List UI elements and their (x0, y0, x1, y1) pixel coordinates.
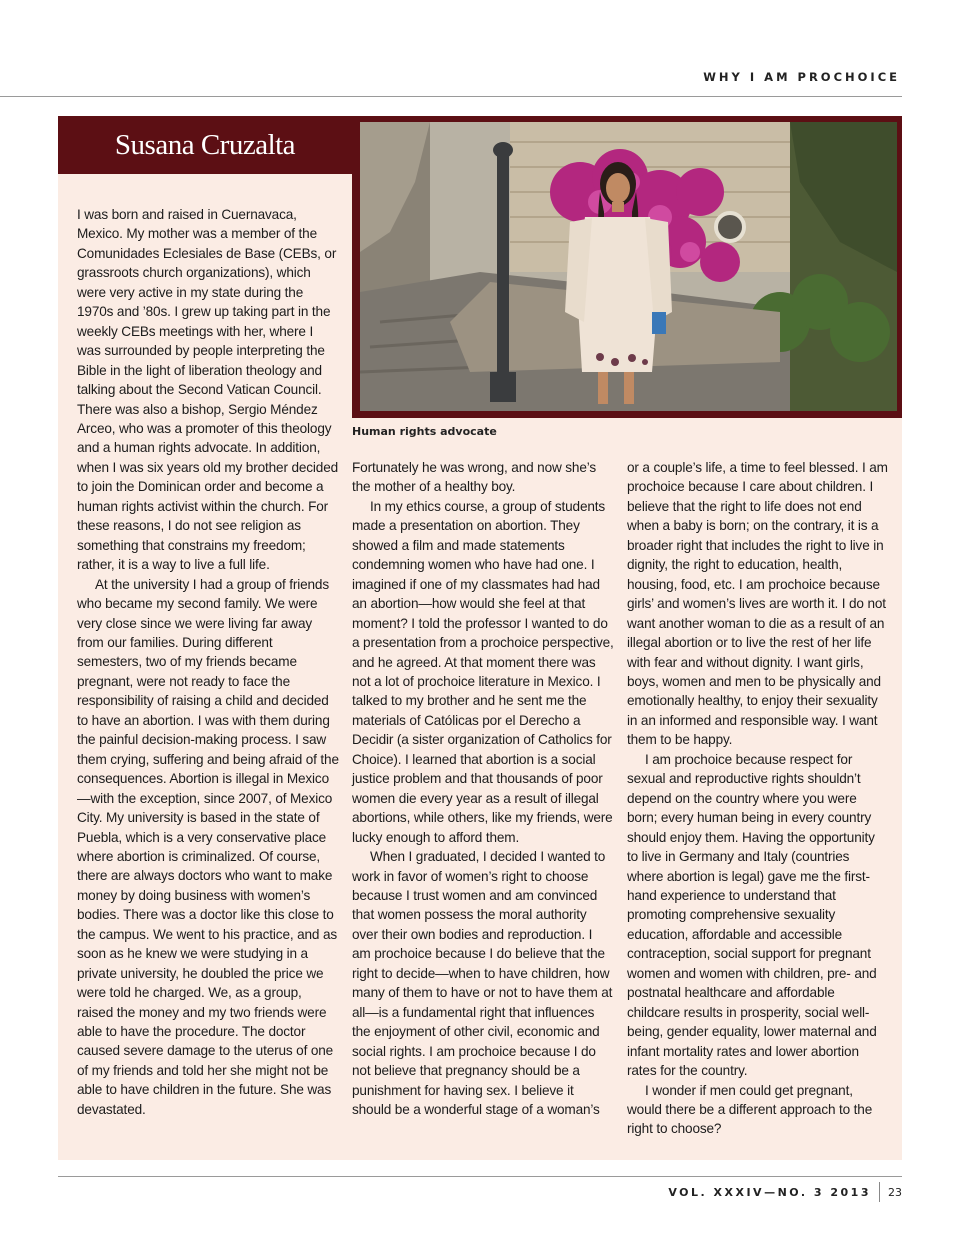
page-number: 23 (888, 1185, 902, 1199)
author-name-banner (58, 116, 352, 174)
paragraph: At the university I had a group of friends who became my second family. We were very close since we were living far away from our families. During different semesters, two of my friends became pregnant, were not ready to face the responsibility of raising a child and decided to have an abortion. I was with them during the painful decision-making process. I saw them crying, suffering and being afraid of the consequences. Abortion is illegal in Mexico—with the exception, since 2007, of Mexico City. My university is based in the state of Puebla, which is a very conservative place where abortion is criminalized. Of course, there are always doctors who want to make money by doing business with women’s bodies. There was a doctor like this close to the campus. We went to his practice, and as soon as he knew we were studying in a private university, he doubled the price we were told he charged. We, as a group, raised the money and my two friends were able to have the procedure. The doctor caused severe damage to the uterus of one of my friends and told her she might not be able to have children in the future. She was devastated. (77, 576, 339, 1117)
photo-illustration (360, 122, 897, 411)
article-column-2 (352, 458, 614, 1119)
paragraph: In my ethics course, a group of students made a presentation on abortion. They showed a film and made statements condemning women who have had one. I imagined if one of my classmates had had an abortion—how would she feel at that moment? I told the professor I wanted to do a presentation from a prochoice perspective, and he agreed. At that moment there was not a lot of prochoice literature in Mexico. I talked to my brother and he sent me the materials of Católicas por el Derecho a Decidir (a sister organization of Catholics for Choice). I learned that abortion is a social justice problem and that thousands of poor women die every year as a result of illegal abortions, while others, like my friends, were lucky enough to afford them. (352, 498, 614, 845)
article-column-3 (627, 458, 889, 1139)
author-name: Susana Cruzalta (114, 128, 296, 161)
article-column-1 (77, 205, 339, 1119)
volume-info: VOL. XXXIV—NO. 3 2013 (668, 1185, 871, 1199)
paragraph: I am prochoice because respect for sexual and reproductive rights shouldn’t depend on the country where you were born; every human being in every country should enjoy them. Having the opportunity to live in Germany and Italy (countries where abortion is legal) gave me the first-hand experience to understand that promoting comprehensive sexuality education, affordable and accessible contraception, social support for pregnant women and women with children, pre- and postnatal healthcare and affordable childcare results in prosperity, social well-being, gender equality, lower maternal and infant mortality rates and lower abortion rates for the country. (627, 751, 877, 1079)
paragraph: When I graduated, I decided I wanted to work in favor of women’s right to choose because I trust women and am convinced that women possess the moral authority over their own bodies and reproduction. I am prochoice because I do believe that the right to decide—when to have children, how many of them to have or not to have them at all—is a fundamental right that influences the enjoyment of other civil, economic and social rights. I am prochoice because I do not believe that pregnancy should be a punishment for having sex. I believe it should be a wonderful stage of a woman’s (352, 849, 613, 1117)
photo-frame (352, 116, 902, 418)
paragraph: I was born and raised in Cuernavaca, Mexico. My mother was a member of the Comunidades Eclesiales de Base (CEBs, or grassroots church organizations), which were very active in my state during the 1970s and ’80s. I grew up taking part in the weekly CEBs meetings with her, where I was surrounded by people interpreting the Bible in the light of liberation theology and talking about the Second Vatican Council. There was also a bishop, Sergio Méndez Arceo, who was a promoter of this theology and a human rights advocate. In addition, when I was six years old my brother decided to join the Dominican order and become a human rights activist within the church. For these reasons, I do not see religion as something that constrains my freedom; rather, it is a way to live a full life. (77, 207, 339, 573)
running-head: WHY I AM PROCHOICE (703, 70, 900, 84)
paragraph: or a couple’s life, a time to feel blessed. I am prochoice because I care about children. I believe that the right to life does not end when a baby is born; on the contrary, it is a broader right that includes the right to live in dignity, the right to education, health, housing, food, etc. I am prochoice because girls’ and women’s lives are worth it. I do not want another woman to die as a result of an illegal abortion or to live the rest of her life with fear and without dignity. I want girls, boys, women and men to be physically and emotionally healthy, to enjoy their sexuality in an informed and responsible way. I want them to be happy. (627, 460, 888, 748)
paragraph: I wonder if men could get pregnant, would there be a different approach to the right to choose? (627, 1082, 873, 1137)
top-divider (0, 96, 902, 97)
portrait-photo (360, 122, 897, 411)
bottom-divider (58, 1176, 902, 1177)
photo-caption: Human rights advocate (352, 425, 497, 438)
paragraph: Fortunately he was wrong, and now she’s the mother of a healthy boy. (352, 460, 597, 495)
page-footer (668, 1181, 902, 1203)
